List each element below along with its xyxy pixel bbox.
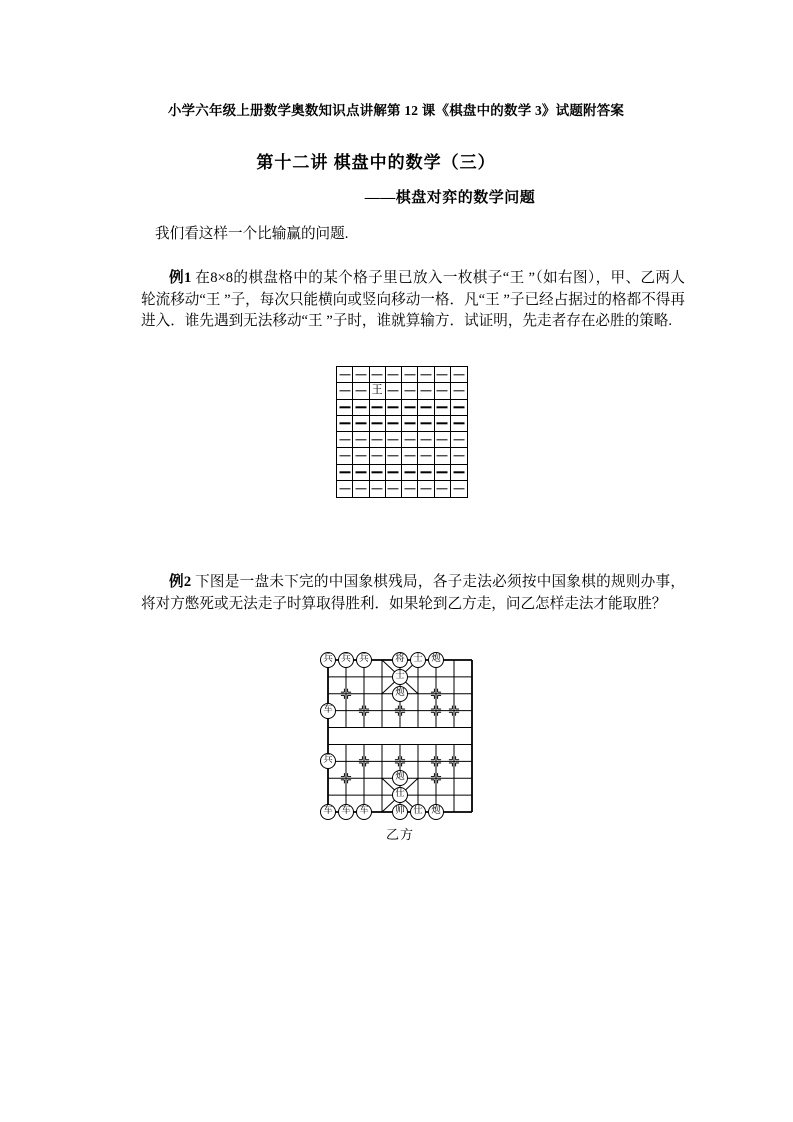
grid-cell (418, 448, 434, 464)
grid-cell-dash (453, 471, 464, 472)
grid-cell (418, 481, 434, 497)
grid-cell (337, 416, 353, 432)
grid-cell (353, 448, 369, 464)
xiangqi-piece: 士 (410, 652, 426, 668)
xiangqi-piece: 仕 (392, 787, 408, 803)
xiangqi-piece: 兵 (320, 753, 336, 769)
grid-piece-wang: 王 (371, 383, 383, 396)
grid-cell-dash (372, 455, 383, 456)
grid-cell-dash (453, 488, 464, 489)
example2-xiangqi-figure (320, 652, 480, 847)
grid-cell (353, 400, 369, 416)
grid-cell-dash (355, 406, 366, 407)
xiangqi-piece: 炮 (428, 804, 444, 820)
grid-cell-dash (339, 423, 350, 424)
example2-body: 下图是一盘未下完的中国象棋残局，各子走法必须按中国象棋的规则办事，将对方憋死或无法走子时算取得胜利．如果轮到乙方走，问乙怎样走法才能取胜？ (141, 574, 685, 612)
grid-cell-dash (339, 374, 350, 375)
grid-cell (337, 448, 353, 464)
grid-cell (435, 383, 451, 399)
grid-cell-dash (388, 390, 399, 391)
grid-cell (386, 383, 402, 399)
grid-cell (386, 465, 402, 481)
grid-cell (337, 383, 353, 399)
grid-cell (337, 481, 353, 497)
grid-cell (353, 481, 369, 497)
grid-cell (370, 432, 386, 448)
grid-cell (451, 465, 467, 481)
grid-cell (337, 400, 353, 416)
xiangqi-piece: 车 (320, 804, 336, 820)
grid-cell-dash (372, 406, 383, 407)
example1-label: 例1 (169, 270, 192, 286)
grid-cell (418, 400, 434, 416)
grid-cell (451, 400, 467, 416)
grid-cell (435, 367, 451, 383)
xiangqi-piece: 车 (320, 703, 336, 719)
grid-cell (418, 367, 434, 383)
grid-cell-dash (420, 423, 431, 424)
xiangqi-piece: 炮 (392, 770, 408, 786)
grid-cell-dash (453, 406, 464, 407)
grid-cell (337, 367, 353, 383)
grid-cell (370, 416, 386, 432)
grid-cell-dash (388, 455, 399, 456)
grid-cell-dash (372, 488, 383, 489)
intro-paragraph: 我们看这样一个比输赢的问题. (155, 226, 349, 242)
grid-cell-dash (355, 455, 366, 456)
grid-cell (451, 416, 467, 432)
grid-cell-dash (404, 455, 415, 456)
grid-cell (402, 465, 418, 481)
grid-cell-dash (339, 390, 350, 391)
grid-cell-dash (404, 390, 415, 391)
grid-cell (402, 432, 418, 448)
grid-cell-dash (404, 406, 415, 407)
grid-cell-dash (420, 455, 431, 456)
grid-cell (402, 400, 418, 416)
grid-cell (435, 432, 451, 448)
grid-cell-dash (355, 390, 366, 391)
grid-cell (402, 416, 418, 432)
grid-cell-dash (420, 390, 431, 391)
example2-paragraph (141, 572, 685, 615)
grid-cell (370, 383, 386, 399)
xiangqi-piece: 炮 (428, 652, 444, 668)
grid-cell-dash (453, 390, 464, 391)
grid-cell-dash (372, 423, 383, 424)
grid-cell-dash (404, 488, 415, 489)
grid-cell (353, 416, 369, 432)
grid-cell-dash (339, 406, 350, 407)
grid-cell (402, 481, 418, 497)
grid-cell-dash (355, 488, 366, 489)
grid-cell (353, 383, 369, 399)
grid-cell-dash (339, 471, 350, 472)
grid-cell (418, 383, 434, 399)
grid-cell (386, 400, 402, 416)
grid-cell (435, 448, 451, 464)
grid-cell (386, 416, 402, 432)
xiangqi-piece: 兵 (320, 652, 336, 668)
xiangqi-piece: 仕 (410, 804, 426, 820)
grid-cell-dash (388, 488, 399, 489)
grid-cell (386, 367, 402, 383)
grid-cell-dash (404, 439, 415, 440)
grid-cell-dash (420, 406, 431, 407)
grid-cell-dash (388, 439, 399, 440)
grid-cell (353, 367, 369, 383)
grid-cell-dash (339, 439, 350, 440)
grid-cell (402, 383, 418, 399)
grid-cell-dash (339, 455, 350, 456)
xiangqi-piece: 帅 (392, 804, 408, 820)
grid-cell-dash (388, 406, 399, 407)
grid-cell-dash (453, 374, 464, 375)
xiangqi-piece: 车 (356, 804, 372, 820)
grid-cell (402, 448, 418, 464)
grid-cell-dash (420, 439, 431, 440)
grid-cell-dash (453, 455, 464, 456)
grid-cell-dash (355, 471, 366, 472)
grid-cell (418, 465, 434, 481)
grid-cell-dash (453, 439, 464, 440)
grid-cell (370, 448, 386, 464)
example1-board-8x8 (336, 366, 468, 498)
document-title: 小学六年级上册数学奥数知识点讲解第 12 课《棋盘中的数学 3》试题附答案 (167, 103, 625, 118)
grid-cell-dash (404, 423, 415, 424)
grid-cell (451, 367, 467, 383)
grid-cell (402, 367, 418, 383)
xiangqi-bottom-label: 乙方 (385, 827, 414, 842)
xiangqi-piece: 炮 (392, 686, 408, 702)
grid-cell (353, 465, 369, 481)
xiangqi-piece: 兵 (338, 652, 354, 668)
grid-cell (386, 432, 402, 448)
grid-cell (370, 481, 386, 497)
grid-cell-dash (420, 488, 431, 489)
grid-cell (451, 481, 467, 497)
xiangqi-piece: 士 (392, 669, 408, 685)
grid-cell-dash (437, 471, 448, 472)
grid-cell-dash (388, 471, 399, 472)
grid-cell (418, 416, 434, 432)
grid-cell-dash (404, 471, 415, 472)
grid-cell-dash (388, 423, 399, 424)
grid-cell-dash (372, 471, 383, 472)
grid-cell-dash (355, 423, 366, 424)
grid-cell (435, 416, 451, 432)
grid-cell (451, 432, 467, 448)
grid-cell-dash (372, 439, 383, 440)
example1-body: 在8×8的棋盘格中的某个格子里已放入一枚棋子“王 ”（如右图），甲、乙两人轮流移动“王 ”子，每次只能横向或竖向移动一格．凡“王 ”子已经占据过的格都不得再进入．谁先遇到无法移动“王 ”子时，谁就算输方．试证明，先走者存在必胜的策略. (141, 270, 685, 329)
grid-cell-dash (437, 423, 448, 424)
grid-cell-dash (420, 471, 431, 472)
grid-cell-dash (388, 374, 399, 375)
lecture-title: 第十二讲 棋盘中的数学（三） (256, 153, 496, 172)
grid-cell (386, 481, 402, 497)
grid-cell-dash (437, 390, 448, 391)
grid-cell (370, 400, 386, 416)
grid-cell-dash (420, 374, 431, 375)
xiangqi-piece: 车 (338, 804, 354, 820)
grid-cell (435, 465, 451, 481)
grid-cell (370, 465, 386, 481)
grid-cell-dash (437, 439, 448, 440)
grid-cell (386, 448, 402, 464)
grid-cell-dash (453, 423, 464, 424)
grid-cell-dash (437, 374, 448, 375)
grid-cell-dash (404, 374, 415, 375)
lecture-subtitle: ——棋盘对弈的数学问题 (364, 190, 536, 206)
grid-cell-dash (437, 406, 448, 407)
grid-cell (418, 432, 434, 448)
grid-cell-dash (355, 439, 366, 440)
grid-cell (435, 481, 451, 497)
grid-cell-dash (339, 488, 350, 489)
grid-cell (451, 448, 467, 464)
grid-cell (337, 432, 353, 448)
example1-paragraph (141, 268, 685, 333)
grid-cell (435, 400, 451, 416)
example2-label: 例2 (169, 574, 192, 590)
grid-cell-dash (437, 488, 448, 489)
grid-cell (370, 367, 386, 383)
grid-cell-dash (355, 374, 366, 375)
xiangqi-piece: 兵 (356, 652, 372, 668)
grid-cell-dash (437, 455, 448, 456)
xiangqi-piece: 将 (392, 652, 408, 668)
grid-cell-dash (372, 374, 383, 375)
grid-cell (451, 383, 467, 399)
grid-cell (353, 432, 369, 448)
grid-cell (337, 465, 353, 481)
xiangqi-board (320, 652, 480, 820)
